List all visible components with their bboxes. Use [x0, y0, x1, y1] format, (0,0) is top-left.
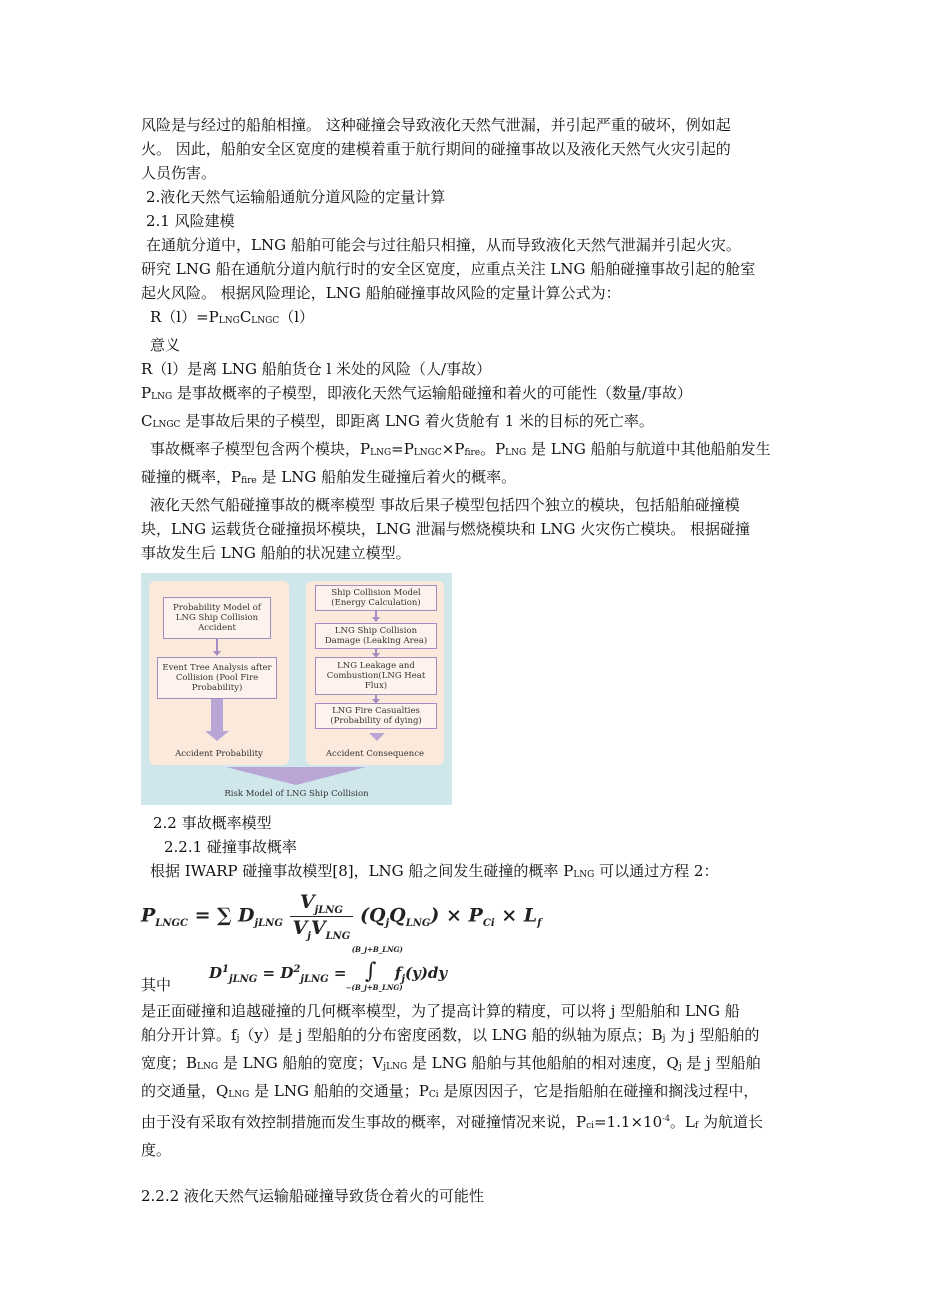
paragraph-line: 火。 因此，船舶安全区宽度的建模着重于航行期间的碰撞事故以及液化天然气火灾引起的: [141, 140, 731, 158]
leakage-combustion-box: LNG Leakage and Combustion(LNG Heat Flux): [315, 657, 437, 695]
document-page: [141, 113, 789, 1208]
diagram-footer: Risk Model of LNG Ship Collision: [224, 789, 369, 799]
equation-1: $P_{LNGC}$ = ∑ $D_{jLNG}$ $\frac{V_{jLNG}}{V_jV_{LNG}}$ $(Q_jQ_{LNG}) \times P_{Ci} \times L_f$: [141, 891, 542, 942]
probability-model-box: Probability Model of LNG Ship Collision Accident: [163, 597, 271, 639]
paragraph-line: 由于没有采取有效控制措施而发生事故的概率，对碰撞情况来说，$P_{ci}=1.1\times 10^{-4}$。$L_f$ 为航道长: [141, 1113, 764, 1131]
paragraph-line: 起火风险。 根据风险理论，LNG 船舶碰撞事故风险的定量计算公式为：: [141, 284, 621, 302]
section-heading-2: 2.液化天然气运输船通航分道风险的定量计算: [146, 188, 446, 206]
section-heading-2-1: 2.1 风险建模: [146, 212, 235, 230]
paragraph-line: 风险是与经过的船舶相撞。 这种碰撞会导致液化天然气泄漏，并引起严重的破坏，例如起: [141, 116, 731, 134]
paragraph-line: 液化天然气船碰撞事故的概率模型 事故后果子模型包括四个独立的模块，包括船舶碰撞模: [150, 496, 740, 514]
risk-model-diagram: [141, 573, 452, 805]
paragraph-line: 根据 IWARP 碰撞事故模型[8]，LNG 船之间发生碰撞的概率 $P_{LNG}$ 可以通过方程 2：: [150, 862, 719, 880]
paragraph-line: 宽度；$B_{LNG}$ 是 LNG 船舶的宽度；$V_{jLNG}$ 是 LNG 船舶与其他船舶的相对速度，$Q_j$ 是 j 型船舶: [141, 1054, 761, 1072]
ship-collision-model-box: Ship Collision Model (Energy Calculation): [315, 585, 437, 611]
equation-2-row: [141, 945, 789, 999]
definition-p: $P_{LNG}$ 是事故概率的子模型，即液化天然气运输船碰撞和着火的可能性（数量/事故）: [141, 384, 692, 402]
paragraph-line: 研究 LNG 船在通航分道内航行时的安全区宽度，应重点关注 LNG 船舶碰撞事故引起的舱室: [141, 260, 756, 278]
fire-casualties-box: LNG Fire Casualties (Probability of dying): [315, 703, 437, 729]
combined-arrow: [226, 767, 366, 785]
big-arrow-left: [211, 699, 223, 731]
arrow-head: [372, 617, 380, 622]
paragraph-line: 事故概率子模型包含两个模块，$P_{LNG}=P_{LNGC}\times P_{fire}$。$P_{LNG}$ 是 LNG 船舶与航道中其他船舶发生: [150, 440, 771, 458]
qizhong-label: 其中: [141, 976, 172, 994]
meaning-label: 意义: [150, 336, 181, 354]
paragraph-line: 是正面碰撞和追越碰撞的几何概率模型，为了提高计算的精度，可以将 j 型船舶和 LNG 船: [141, 1002, 740, 1020]
section-heading-2-2-2: 2.2.2 液化天然气运输船碰撞导致货仓着火的可能性: [141, 1187, 484, 1205]
risk-formula: $R(l)=P_{LNG}C_{LNGC}(l)$: [150, 308, 315, 326]
paragraph-line: 块，LNG 运载货仓碰撞损坏模块，LNG 泄漏与燃烧模块和 LNG 火灾伤亡模块。 根据碰撞: [141, 520, 751, 538]
section-heading-2-2: 2.2 事故概率模型: [153, 814, 272, 832]
event-tree-box: Event Tree Analysis after Collision (Pool Fire Probability): [157, 657, 277, 699]
equation-2: $D^1_{jLNG} = D^2_{jLNG}$ = (B_j+B_LNG) ∫ −(B_j+B_LNG) $f_j(y)dy$: [209, 945, 448, 992]
big-arrow-head-left: [205, 731, 229, 741]
arrow-head: [213, 651, 221, 656]
paragraph-line: 人员伤害。: [141, 164, 217, 182]
paragraph-line: 度。: [141, 1141, 172, 1159]
definition-r: R（l）是离 LNG 船舶货仓 l 米处的风险（人/事故）: [141, 360, 492, 378]
paragraph-line: 碰撞的概率，$P_{fire}$ 是 LNG 船舶发生碰撞后着火的概率。: [141, 468, 517, 486]
paragraph-line: 的交通量，$Q_{LNG}$ 是 LNG 船舶的交通量；$P_{Ci}$ 是原因因子，它是指船舶在碰撞和搁浅过程中，: [141, 1082, 759, 1100]
paragraph-line: 舶分开计算。$f_j(y)$是 j 型船舶的分布密度函数，以 LNG 船的纵轴为原点；$B_j$ 为 j 型船舶的: [141, 1026, 760, 1044]
paragraph-line: 事故发生后 LNG 船舶的状况建立模型。: [141, 544, 411, 562]
accident-consequence-label: Accident Consequence: [325, 749, 425, 759]
definition-c: $C_{LNGC}$ 是事故后果的子模型，即距离 LNG 着火货舱有 1 米的目标的死亡率。: [141, 412, 654, 430]
big-arrow-head-right: [369, 733, 385, 741]
collision-damage-box: LNG Ship Collision Damage (Leaking Area): [315, 623, 437, 649]
velocity-fraction: $\frac{V_{jLNG}}{V_jV_{LNG}}$: [290, 891, 354, 942]
paragraph-line: 在通航分道中，LNG 船舶可能会与过往船只相撞，从而导致液化天然气泄漏并引起火灾。: [146, 236, 741, 254]
section-heading-2-2-1: 2.2.1 碰撞事故概率: [164, 838, 297, 856]
accident-probability-label: Accident Probability: [175, 749, 263, 759]
